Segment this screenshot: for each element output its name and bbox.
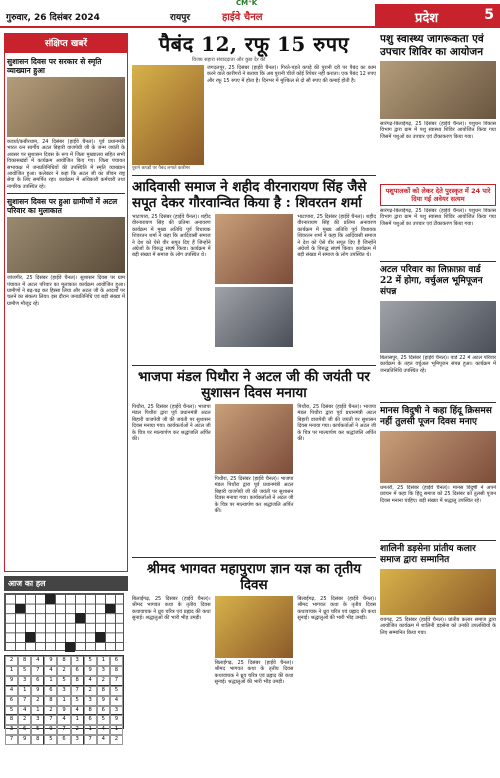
lead-caption: पुराने कपड़ों पर पैबंद लगाते कारीगर [132, 166, 191, 171]
sudoku-cell: 2 [31, 696, 44, 706]
puzzle-solution-title: आज का हल [4, 576, 128, 591]
divider [132, 557, 376, 558]
edition-date: गुरुवार, 26 दिसंबर 2024 [6, 13, 100, 23]
sudoku-cell: 5 [84, 656, 97, 666]
sudoku-cell: 6 [84, 715, 97, 725]
second-photo-2 [215, 287, 294, 347]
sudoku-cell: 8 [110, 666, 123, 676]
sudoku-cell: 1 [5, 666, 18, 676]
fourth-body-cont: बिलाईगढ़, 25 दिसंबर (हाईवे चैनल)। श्रीमद भागवत कथा के तृतीय दिवस कथावाचक ने ध्रुव चरित्र एवं प्रह्लाद की कथा सुनाई। श्रद्धालुओं की भारी भीड़ उमड़ी। [297, 596, 376, 622]
sudoku-cell: 9 [97, 696, 110, 706]
sudoku-cell: 4 [5, 686, 18, 696]
fourth-body: बिलाईगढ़, 25 दिसंबर (हाईवे चैनल)। श्रीमद भागवत कथा के तृतीय दिवस कथावाचक ने ध्रुव चरित्र एवं प्रह्लाद की कथा सुनाई। श्रद्धालुओं की भारी भीड़ उमड़ी। [132, 596, 211, 622]
sudoku-cell: 1 [18, 686, 31, 696]
sudoku-cell: 8 [31, 735, 44, 745]
sudoku-cell: 4 [44, 666, 57, 676]
sudoku-cell: 9 [110, 715, 123, 725]
right-photo-2 [380, 301, 496, 353]
sudoku-cell: 1 [71, 715, 84, 725]
sudoku-cell: 1 [84, 725, 97, 735]
sudoku-cell: 7 [5, 735, 18, 745]
sudoku-cell: 4 [110, 696, 123, 706]
right-highlight-box: पशुपालकों को लेकर देते पुरस्कृत में 24 पारे दिया गई अवेयर सत्यम [380, 184, 496, 206]
sudoku-cell: 6 [44, 686, 57, 696]
sudoku-cell: 3 [110, 706, 123, 716]
edition-city: रायपुर [170, 13, 191, 23]
sudoku-cell: 3 [31, 715, 44, 725]
sudoku-cell: 5 [31, 725, 44, 735]
sudoku-cell: 4 [31, 656, 44, 666]
right-headline-1: पशु स्वास्थ्य जागरूकता एवं उपचार शिविर का आयोजन [380, 33, 484, 58]
right-body-4: रायगढ़, 25 दिसंबर (हाईवे चैनल)। प्रांतीय कलार समाज द्वारा आयोजित कार्यक्रम में शालिनी डड़सेना को उनकी उपलब्धियों के लिए सम्मानित किया गया। [380, 617, 496, 636]
sudoku-cell: 9 [5, 676, 18, 686]
second-body-cont: भाटापारा, 25 दिसंबर (हाईवे चैनल)। शहीद वीरनारायण सिंह की प्रतिमा अनावरण कार्यक्रम में मुख्य अतिथि पूर्व विधायक शिवरतन शर्मा ने कहा कि आदिवासी समाज ने देश को ऐसे वीर सपूत दिए हैं जिन्होंने अंग्रेजों के विरुद्ध संघर्ष किया। कार्यक्रम में बड़ी संख्या में समाज के लोग उपस्थित थे। [297, 214, 376, 259]
sudoku-cell: 3 [57, 686, 70, 696]
sudoku-cell: 7 [71, 686, 84, 696]
page-number: 5 [484, 7, 494, 23]
sudoku-cell: 4 [18, 706, 31, 716]
second-photo [215, 214, 294, 284]
lead-headline: पैबंद 12, रफू 15 रुपए [158, 33, 350, 56]
sudoku-cell: 9 [57, 706, 70, 716]
newspaper-brand: हाईवे चैनल [222, 12, 263, 23]
brief-headline-1: सुशासन दिवस पर सरकार से स्मृति व्याख्यान हुआ [7, 57, 102, 75]
left-column [4, 33, 128, 774]
third-body-mid: पिथौरा, 25 दिसंबर (हाईवे चैनल)। भाजपा मंडल पिथौरा द्वारा पूर्व प्रधानमंत्री अटल बिहारी वाजपेयी जी की जयंती पर सुशासन दिवस मनाया गया। कार्यकर्ताओं ने अटल जी के चित्र पर माल्यार्पण कर श्रद्धांजलि अर्पित की। [214, 476, 294, 515]
right-photo-1 [380, 61, 496, 119]
fourth-photo [215, 596, 294, 658]
sudoku-cell: 8 [57, 656, 70, 666]
sudoku-cell: 2 [57, 666, 70, 676]
sudoku-cell: 1 [97, 656, 110, 666]
sudoku-cell: 5 [57, 676, 70, 686]
right-photo-3 [380, 431, 496, 483]
sudoku-cell: 6 [110, 656, 123, 666]
crossword-grid [4, 593, 124, 651]
sudoku-cell: 1 [57, 696, 70, 706]
sudoku-cell: 8 [5, 715, 18, 725]
sudoku-cell: 6 [97, 706, 110, 716]
lead-byline: विजय सहारा संवाददाता और कुछ देर की [192, 57, 266, 63]
sudoku-cell: 2 [97, 676, 110, 686]
right-body-3: धमतरी, 25 दिसंबर (हाईवे चैनल)। मानस विदुषी ने अपने प्रवचन में कहा कि हिंदू समाज को 25 दिसंबर को तुलसी पूजन दिवस मनाना चाहिए। बड़ी संख्या में श्रद्धालु उपस्थित रहे। [380, 485, 496, 504]
brief-photo-2 [7, 217, 125, 273]
sudoku-cell: 9 [18, 735, 31, 745]
sudoku-cell: 9 [44, 656, 57, 666]
divider [7, 193, 125, 194]
section-banner [375, 4, 500, 28]
right-body-1: सारंगढ़-बिलाईगढ़, 25 दिसंबर (हाईवे चैनल)। पशुधन विकास विभाग द्वारा ग्राम में पशु स्वास्थ्य शिविर आयोजित किया गया जिसमें पशुओं का उपचार एवं टीकाकरण किया गया। [380, 121, 496, 140]
sudoku-cell: 2 [71, 725, 84, 735]
sudoku-cell: 9 [84, 666, 97, 676]
sudoku-cell: 1 [31, 706, 44, 716]
section-name: प्रदेश [415, 11, 439, 26]
third-body: पिथौरा, 25 दिसंबर (हाईवे चैनल)। भाजपा मंडल पिथौरा द्वारा पूर्व प्रधानमंत्री अटल बिहारी वाजपेयी जी की जयंती पर सुशासन दिवस मनाया गया। कार्यकर्ताओं ने अटल जी के चित्र पर माल्यार्पण कर श्रद्धांजलि अर्पित की। [132, 404, 211, 443]
sudoku-cell: 5 [110, 686, 123, 696]
brief-body-2: जांजगीर, 25 दिसंबर (हाईवे चैनल)। सुशासन दिवस पर ग्राम पंचायत में अटल परिवार का मुलाकात कार्यक्रम आयोजित हुआ। ग्रामीणों ने बढ़-चढ़ कर हिस्सा लिया और अटल जी के आदर्शों पर चलने का संकल्प लिया। इस दौरान जनप्रतिनिधि एवं बड़ी संख्या में ग्रामीण मौजूद रहे। [7, 275, 125, 307]
second-body: भाटापारा, 25 दिसंबर (हाईवे चैनल)। शहीद वीरनारायण सिंह की प्रतिमा अनावरण कार्यक्रम में मुख्य अतिथि पूर्व विधायक शिवरतन शर्मा ने कहा कि आदिवासी समाज ने देश को ऐसे वीर सपूत दिए हैं जिन्होंने अंग्रेजों के विरुद्ध संघर्ष किया। कार्यक्रम में बड़ी संख्या में समाज के लोग उपस्थित थे। [132, 214, 211, 259]
sudoku-cell: 3 [84, 696, 97, 706]
divider [132, 175, 376, 176]
third-body-cont: पिथौरा, 25 दिसंबर (हाईवे चैनल)। भाजपा मंडल पिथौरा द्वारा पूर्व प्रधानमंत्री अटल बिहारी वाजपेयी जी की जयंती पर सुशासन दिवस मनाया गया। कार्यकर्ताओं ने अटल जी के चित्र पर माल्यार्पण कर श्रद्धांजलि अर्पित की। [297, 404, 376, 443]
sudoku-cell: 2 [18, 715, 31, 725]
right-body-1b: सारंगढ़-बिलाईगढ़, 25 दिसंबर (हाईवे चैनल)। पशुधन विकास विभाग द्वारा ग्राम में पशु स्वास्थ्य शिविर आयोजित किया गया जिसमें पशुओं का उपचार एवं टीकाकरण किया गया। [380, 208, 496, 227]
divider [380, 540, 496, 541]
sudoku-cell: 5 [71, 696, 84, 706]
sudoku-cell: 7 [57, 725, 70, 735]
fourth-body-mid: बिलाईगढ़, 25 दिसंबर (हाईवे चैनल)। श्रीमद भागवत कथा के तृतीय दिवस कथावाचक ने ध्रुव चरित्र एवं प्रह्लाद की कथा सुनाई। श्रद्धालुओं की भारी भीड़ उमड़ी। [214, 660, 294, 686]
right-photo-4 [380, 569, 496, 615]
sudoku-cell: 2 [110, 735, 123, 745]
sudoku-cell: 6 [18, 725, 31, 735]
right-headline-2: अटल परिवार का लिफ़ाफ़ा वार्ड 22 में होगा, वर्चुअल भूमिपूजन संपन्न [380, 265, 483, 297]
sudoku-cell: 3 [71, 735, 84, 745]
sudoku-cell: 7 [31, 666, 44, 676]
brief-body-1: कवर्धा/कबीरधाम, 24 दिसंबर (हाईवे चैनल)। पूर्व प्रधानमंत्री भारत रत्न स्वर्गीय अटल बिहारी वाजपेयी जी के जन्म जयंती के अवसर पर सुशासन दिवस के रूप में जिला मुख्यालय सहित सभी विकासखंडों में कार्यक्रम आयोजित किए गए। जिला पंचायत सभाकक्ष में जनप्रतिनिधियों की उपस्थिति में स्मृति व्याख्यान आयोजित हुआ। कलेक्टर ने कहा कि अटल जी का जीवन राष्ट्र सेवा के लिए समर्पित रहा। कार्यक्रम में अधिकारी कर्मचारी तथा नागरिक उपस्थित रहे। [7, 139, 125, 190]
fourth-headline: श्रीमद भागवत महापुराण ज्ञान यज्ञ का तृतीय दिवस [146, 561, 362, 593]
sudoku-cell: 8 [44, 696, 57, 706]
right-column [380, 33, 496, 774]
sudoku-cell: 3 [18, 676, 31, 686]
right-headline-4: शालिनी डड़सेना प्रांतीय कलार समाज द्वारा सम्मानित [380, 544, 476, 565]
sudoku-cell: 7 [110, 676, 123, 686]
sudoku-cell: 1 [110, 725, 123, 735]
brief-photo-1 [7, 77, 125, 137]
third-headline: भाजपा मंडल पिथौरा ने अटल जी की जयंती पर सुशासन दिवस मनाया [138, 369, 370, 401]
sudoku-cell: 1 [44, 676, 57, 686]
sudoku-cell: 8 [84, 706, 97, 716]
sudoku-cell: 6 [5, 696, 18, 706]
sudoku-cell: 7 [84, 735, 97, 745]
sudoku-cell: 5 [44, 735, 57, 745]
sudoku-cell: 8 [71, 676, 84, 686]
divider [132, 365, 376, 366]
sudoku-cell: 3 [71, 656, 84, 666]
sudoku-grid [4, 655, 124, 743]
right-headline-3: मानस विदुषी ने कहा हिंदू क्रिसमस नहीं तुलसी पूजन दिवस मनाए [380, 406, 492, 427]
page-header [0, 0, 500, 30]
third-photo [215, 404, 294, 474]
second-headline: आदिवासी समाज ने शहीद वीरनारायण सिंह जैसे सपूत देकर गौरवान्वित किया है : शिवरतन शर्मा [132, 179, 367, 211]
lead-body: जगदलपुर, 25 दिसंबर (हाईवे चैनल)। गिरते-पड़ते कपड़े की पुरानी दरी पर पैबंद का काम करने वाले कारीगरों ने बताया कि अब पुरानी चीजें कोई रिपेयर नहीं कराता। एक पैबंद 12 रुपए और रफू 15 रुपए में होता है। दिनभर में मुश्किल से दो सौ रुपए की कमाई होती है। [207, 65, 376, 84]
sudoku-cell: 6 [57, 735, 70, 745]
sudoku-cell: 4 [57, 715, 70, 725]
sudoku-cell: 4 [84, 676, 97, 686]
sudoku-cell: 3 [97, 666, 110, 676]
sudoku-cell: 8 [18, 656, 31, 666]
middle-column [132, 33, 376, 774]
brief-news-box [4, 52, 128, 572]
right-body-2: बिलासपुर, 25 दिसंबर (हाईवे चैनल)। वार्ड 22 में अटल परिवार कार्यक्रम के तहत वर्चुअल भूमिपूजन संपन्न हुआ। कार्यक्रम में जनप्रतिनिधि उपस्थित रहे। [380, 355, 496, 374]
sudoku-cell: 2 [5, 656, 18, 666]
brief-headline-2: सुशासन दिवस पर हुआ ग्रामीणों में अटल परिवार का मुलाकात [7, 197, 118, 216]
sudoku-cell: 4 [97, 735, 110, 745]
sudoku-cell: 2 [84, 686, 97, 696]
sudoku-cell: 9 [31, 686, 44, 696]
sudoku-cell: 5 [18, 666, 31, 676]
sudoku-cell: 9 [44, 725, 57, 735]
sudoku-cell: 5 [5, 706, 18, 716]
sudoku-cell: 6 [31, 676, 44, 686]
sudoku-cell: 5 [97, 715, 110, 725]
sudoku-cell: 4 [97, 725, 110, 735]
sudoku-cell: 7 [18, 696, 31, 706]
divider [380, 402, 496, 403]
color-registration-mark: CM⁺K [236, 0, 258, 7]
sudoku-cell: 3 [5, 725, 18, 735]
sudoku-cell: 8 [97, 686, 110, 696]
brief-news-title: संक्षिप्त खबरें [4, 33, 128, 52]
sudoku-cell: 4 [71, 706, 84, 716]
sudoku-cell: 6 [71, 666, 84, 676]
divider [380, 261, 496, 262]
sudoku-cell: 7 [44, 715, 57, 725]
lead-photo [132, 65, 204, 165]
sudoku-cell: 2 [44, 706, 57, 716]
header-bar [0, 4, 375, 28]
